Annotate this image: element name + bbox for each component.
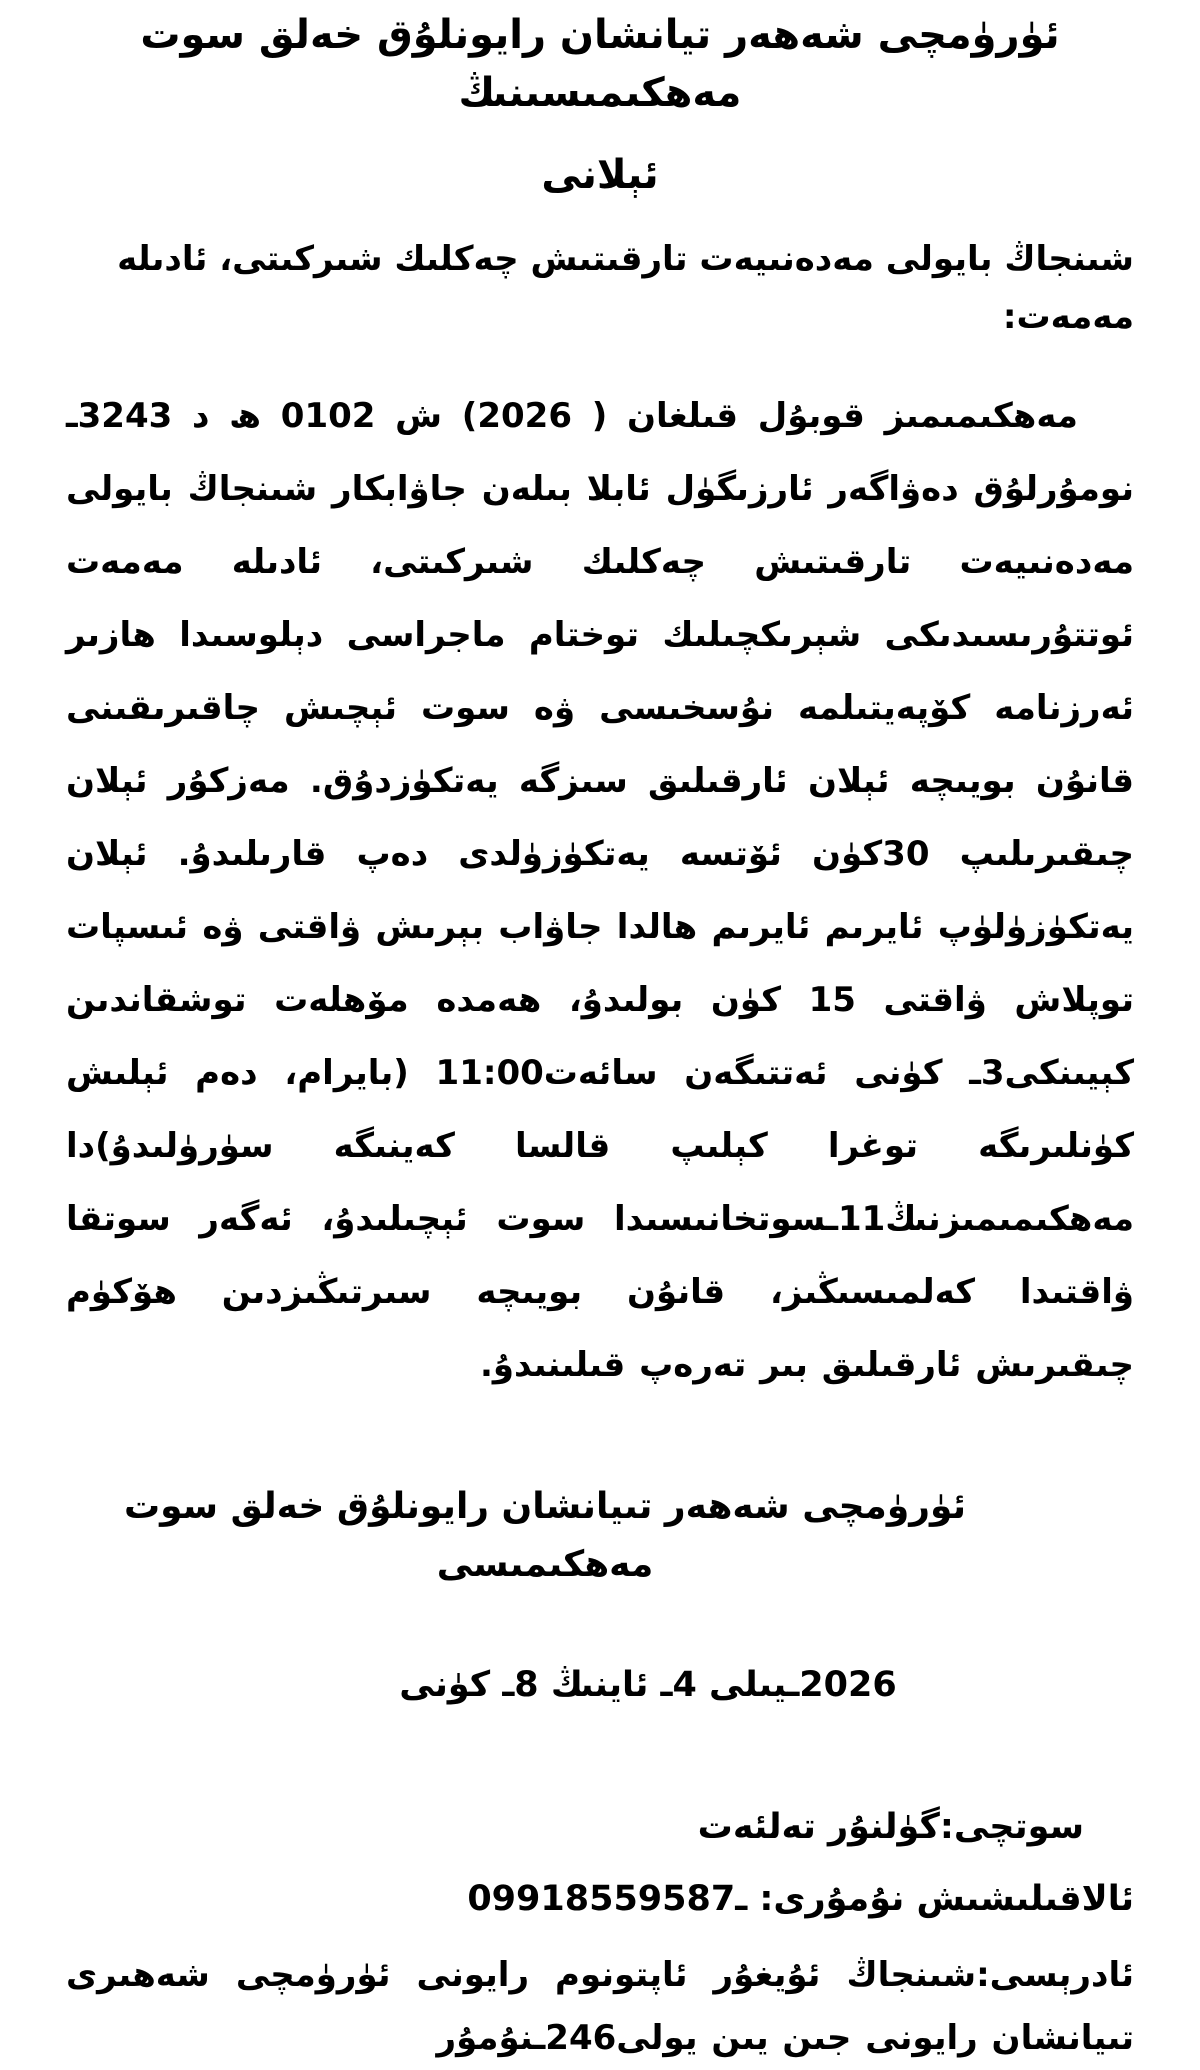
document-title-court-name: ئۈرۈمچى شەھەر تيانشان رايونلۇق خەلق سوت مەھكىمىسىنىڭ: [140, 12, 1060, 116]
document-date: 2026ـيىلى 4ـ ئاينىڭ 8ـ كۈنى: [399, 1665, 897, 1705]
court-signature-line: ئۈرۈمچى شەھەر تىيانشان رايونلۇق خەلق سوت مەھكىمىسى: [123, 1486, 967, 1585]
judge-name-line: سوتچى:گۈلنۇر تەلئەت: [697, 1807, 1084, 1847]
contact-phone-label: ئالاقىلىشىش نۇمۇرى:: [747, 1879, 1134, 1919]
contact-phone-number: 0991ـ8559587: [467, 1879, 748, 1919]
document-title-announcement: ئېلانى: [541, 152, 659, 198]
recipient-line: شىنجاڭ بايولى مەدەنىيەت تارقىتىش چەكلىك شىركىتى، ئادىلە مەمەت:: [117, 239, 1134, 337]
announcement-body-paragraph: مەھكىمىمىز قوبۇل قىلغان ( 2026) ش 0102 ھ د 3243ـ نومۇرلۇق دەۋاگەر ئارزىگۈل ئابلا بىلەن جاۋابكار شىنجاڭ بايولى مەدەنىيەت تارقىتىش چەكلىك شىركىتى، ئادىلە مەمەت ئوتتۇرىسىدىكى شېرىكچىلىك توختام ماجراسى دېلوسىدا ھازىر ئەرزنامە كۆپەيتىلمە نۇسخىسى ۋە سوت ئېچىش چاقىرىقىنى قانۇن بويىچە ئېلان ئارقىلىق سىزگە يەتكۈزدۇق. مەزكۇر ئېلان چىقىرىلىپ 30كۈن ئۆتسە يەتكۈزۈلدى دەپ قارىلىدۇ. ئېلان يەتكۈزۈلۈپ ئايرىم ئايرىم ھالدا جاۋاب بېرىش ۋاقتى ۋە ئىسپات توپلاش ۋاقتى 15 كۈن بولىدۇ، ھەمدە مۆھلەت توشقاندىن كېيىنكى3ـ كۈنى ئەتتىگەن سائەت11:00 (بايرام، دەم ئېلىش كۈنلىرىگە توغرا كېلىپ قالسا كەينىگە سۈرۈلىدۇ)دا مەھكىمىمىزنىڭ11ـسوتخانىسىدا سوت ئېچىلىدۇ، ئەگەر سوتقا ۋاقتىدا كەلمىسىڭىز، قانۇن بويىچە سىرتىڭىزدىن ھۆكۈم چىقىرىش ئارقىلىق بىر تەرەپ قىلىنىدۇ.: [66, 396, 1134, 1385]
contact-phone-line: [66, 1870, 1134, 1928]
court-address-paragraph: ئادرېسى:شىنجاڭ ئۇيغۇر ئاپتونوم رايونى ئۈرۈمچى شەھىرى تىيانشان رايونى جىن يىن يولى246ـنۇمۇر: [66, 1955, 1134, 2058]
